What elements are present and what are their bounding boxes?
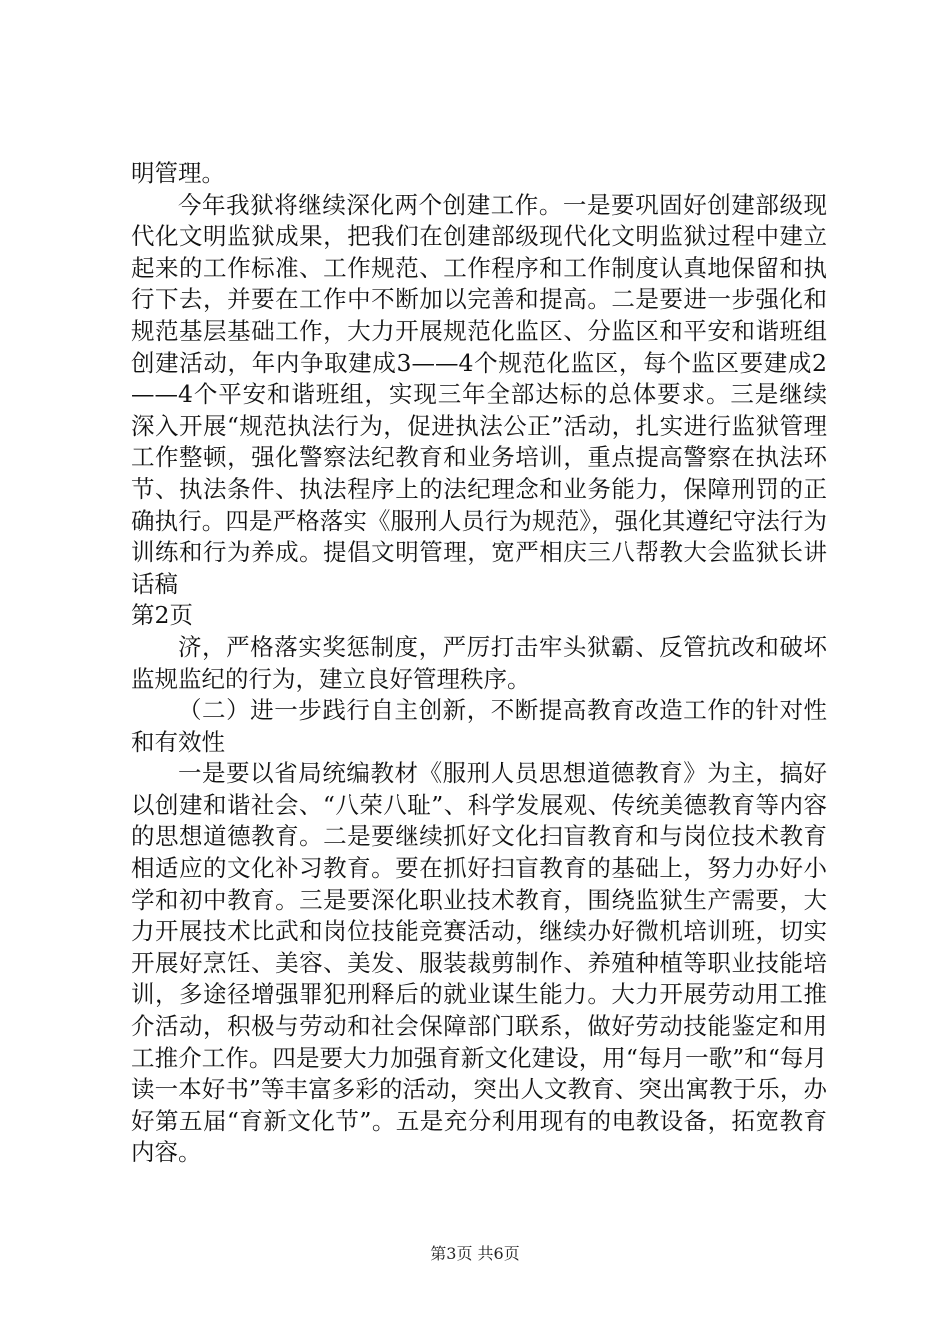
paragraph-management-order: 济，严格落实奖惩制度，严厉打击牢头狱霸、反管抗改和破坏监规监纪的行为，建立良好管理秩序。 bbox=[131, 632, 827, 693]
paragraph-education: 一是要以省局统编教材《服刑人员思想道德教育》为主，搞好以创建和谐社会、“八荣八耻”、科学发展观、传统美德教育等内容的思想道德教育。二是要继续抓好文化扫盲教育和与岗位技术教育相适应的文化补习教育。要在抓好扫盲教育的基础上，努力办好小学和初中教育。三是要深化职业技术教育，围绕监狱生产需要，大力开展技术比武和岗位技能竞赛活动，继续办好微机培训班，切实开展好烹饪、美容、美发、服装裁剪制作、养殖种植等职业技能培训，多途径增强罪犯刑释后的就业谋生能力。大力开展劳动用工推介活动，积极与劳动和社会保障部门联系，做好劳动技能鉴定和用工推介工作。四是要大力加强育新文化建设，用“每月一歌”和“每月读一本好书”等丰富多彩的活动，突出人文教育、突出寓教于乐，办好第五届“育新文化节”。五是充分利用现有的电教设备，拓宽教育内容。 bbox=[131, 759, 827, 1167]
document-body bbox=[131, 158, 827, 1169]
paragraph-continuation: 明管理。 bbox=[131, 159, 225, 187]
inline-page-marker: 第2页 bbox=[131, 601, 193, 630]
paragraph-two-creations: 今年我狱将继续深化两个创建工作。一是要巩固好创建部级现代化文明监狱成果，把我们在创建部级现代化文明监狱过程中建立起来的工作标准、工作规范、工作程序和工作制度认真地保留和执行下去，并要在工作中不断加以完善和提高。二是要进一步强化和规范基层基础工作，大力开展规范化监区、分监区和平安和谐班组创建活动，年内争取建成3——4个规范化监区，每个监区要建成2——4个平安和谐班组，实现三年全部达标的总体要求。三是继续深入开展“规范执法行为，促进执法公正”活动，扎实进行监狱管理工作整顿，强化警察法纪教育和业务培训，重点提高警察在执法环节、执法条件、执法程序上的法纪理念和业务能力，保障刑罚的正确执行。四是严格落实《服刑人员行为规范》，强化其遵纪守法行为训练和行为养成。提倡文明管理，宽严相庆三八帮教大会监狱长讲话稿 bbox=[131, 190, 827, 598]
page-footer: 第3页 共6页 bbox=[430, 1244, 520, 1263]
section-heading-innovation: （二）进一步践行自主创新，不断提高教育改造工作的针对性和有效性 bbox=[131, 696, 827, 756]
